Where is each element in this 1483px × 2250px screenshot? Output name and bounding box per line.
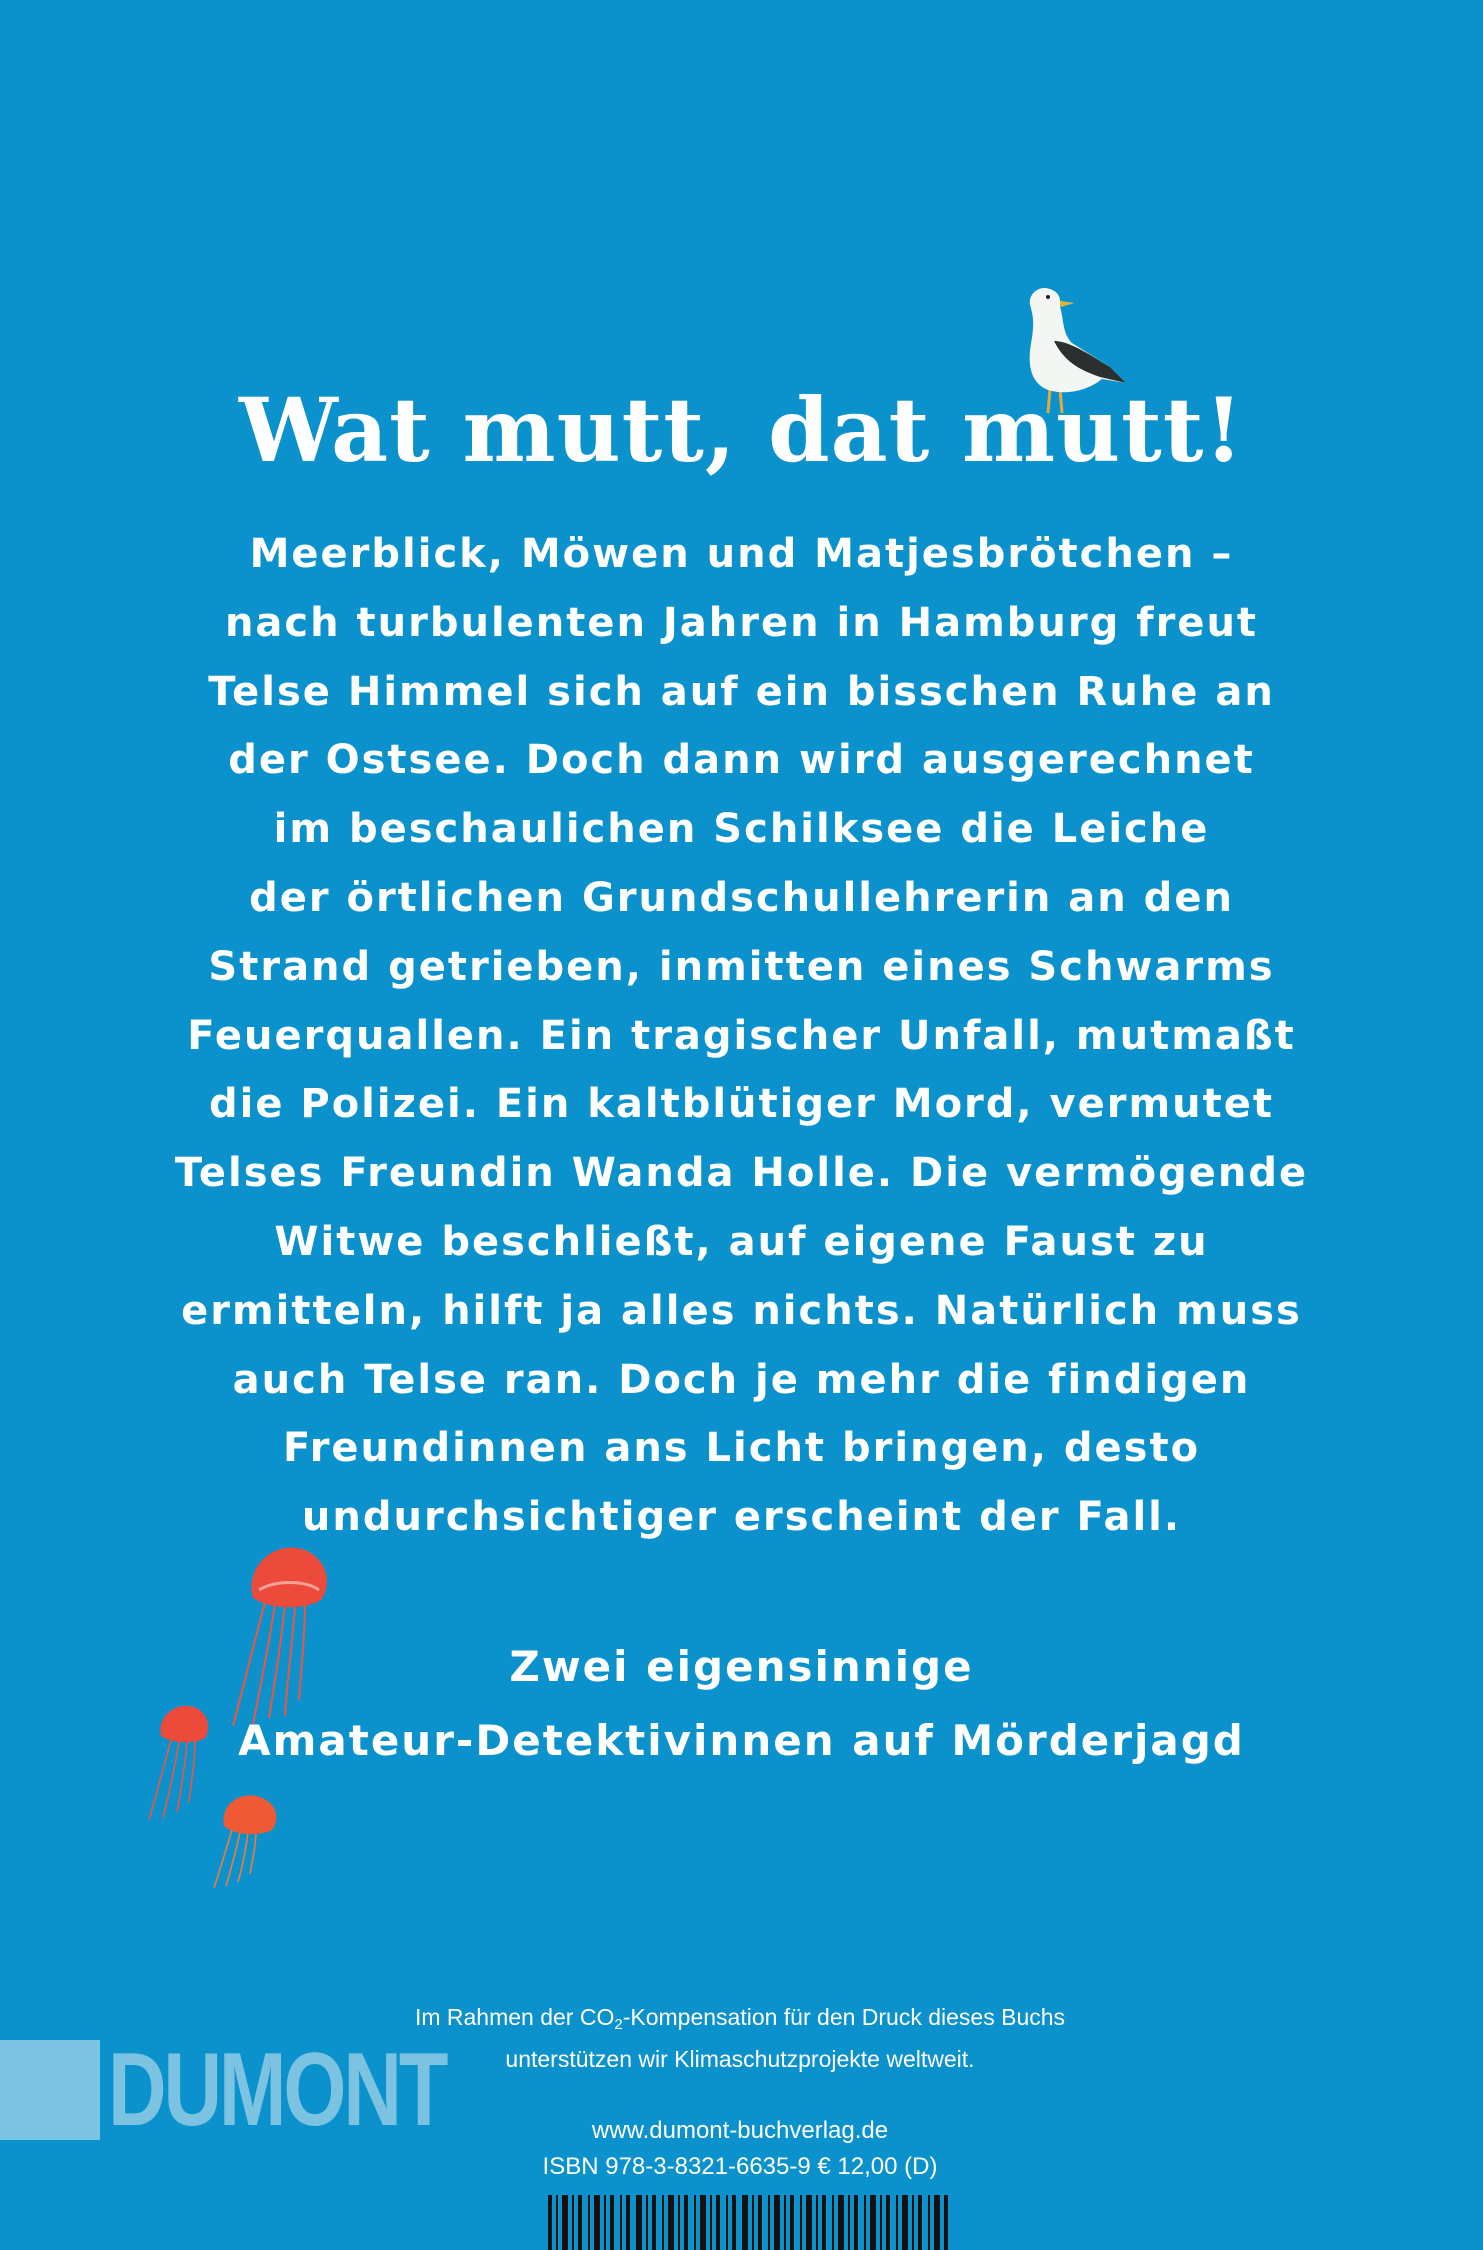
notice-subscript: 2 — [614, 2016, 623, 2033]
headline: Wat mutt, dat mutt! — [238, 378, 1244, 482]
logo-wordmark: DUMONT — [108, 2032, 446, 2148]
barcode — [548, 2195, 948, 2250]
blurb-line: im beschaulichen Schilksee die Leiche — [273, 806, 1210, 853]
tagline-line: Amateur-Detektivinnen auf Mörderjagd — [238, 1716, 1245, 1765]
blurb-line: Meerblick, Möwen und Matjesbrötchen – — [249, 531, 1234, 577]
notice-text: -Kompensation für den Druck dieses Buchs — [622, 2004, 1066, 2030]
blurb-line: Witwe beschließt, auf eigene Faust zu — [274, 1218, 1209, 1265]
blurb-line: nach turbulenten Jahren in Hamburg freut — [224, 599, 1259, 646]
logo-square — [0, 2040, 100, 2140]
blurb-line: der örtlichen Grundschullehrerin an den — [249, 874, 1234, 921]
blurb-line: Freundinnen ans Licht bringen, desto — [282, 1425, 1201, 1472]
blurb-line: die Polizei. Ein kaltblütiger Mord, vermutet — [208, 1081, 1274, 1128]
blurb-line: der Ostsee. Doch dann wird ausgerechnet — [228, 737, 1255, 784]
blurb-line: Strand getrieben, inmitten eines Schwarms — [208, 943, 1275, 990]
tagline-line: Zwei eigensinnige — [509, 1642, 974, 1691]
blurb-line: auch Telse ran. Doch je mehr die findigen — [232, 1356, 1251, 1403]
notice-line-1 — [360, 2000, 1120, 2042]
notice-line-2: unterstützen wir Klimaschutzprojekte weltweit. — [505, 2046, 975, 2072]
jellyfish-icon — [208, 1790, 288, 1890]
blurb-line: ermitteln, hilft ja alles nichts. Natürlich muss — [181, 1287, 1302, 1334]
blurb-line: undurchsichtiger erscheint der Fall. — [301, 1494, 1182, 1541]
blurb-line: Telses Freundin Wanda Holle. Die vermögende — [174, 1150, 1309, 1197]
blurb-line: Telse Himmel sich auf ein bisschen Ruhe an — [208, 668, 1275, 715]
tagline — [150, 1630, 1333, 1778]
publisher-logo — [0, 2032, 446, 2148]
publisher-url: www.dumont-buchverlag.de — [591, 2117, 889, 2144]
climate-notice — [360, 2000, 1120, 2076]
isbn-price: ISBN 978-3-8321-6635-9 € 12,00 (D) — [542, 2153, 938, 2180]
notice-text: Im Rahmen der CO — [414, 2004, 615, 2030]
blurb-text — [150, 520, 1333, 1552]
blurb-line: Feuerquallen. Ein tragischer Unfall, mutmaßt — [187, 1012, 1296, 1059]
